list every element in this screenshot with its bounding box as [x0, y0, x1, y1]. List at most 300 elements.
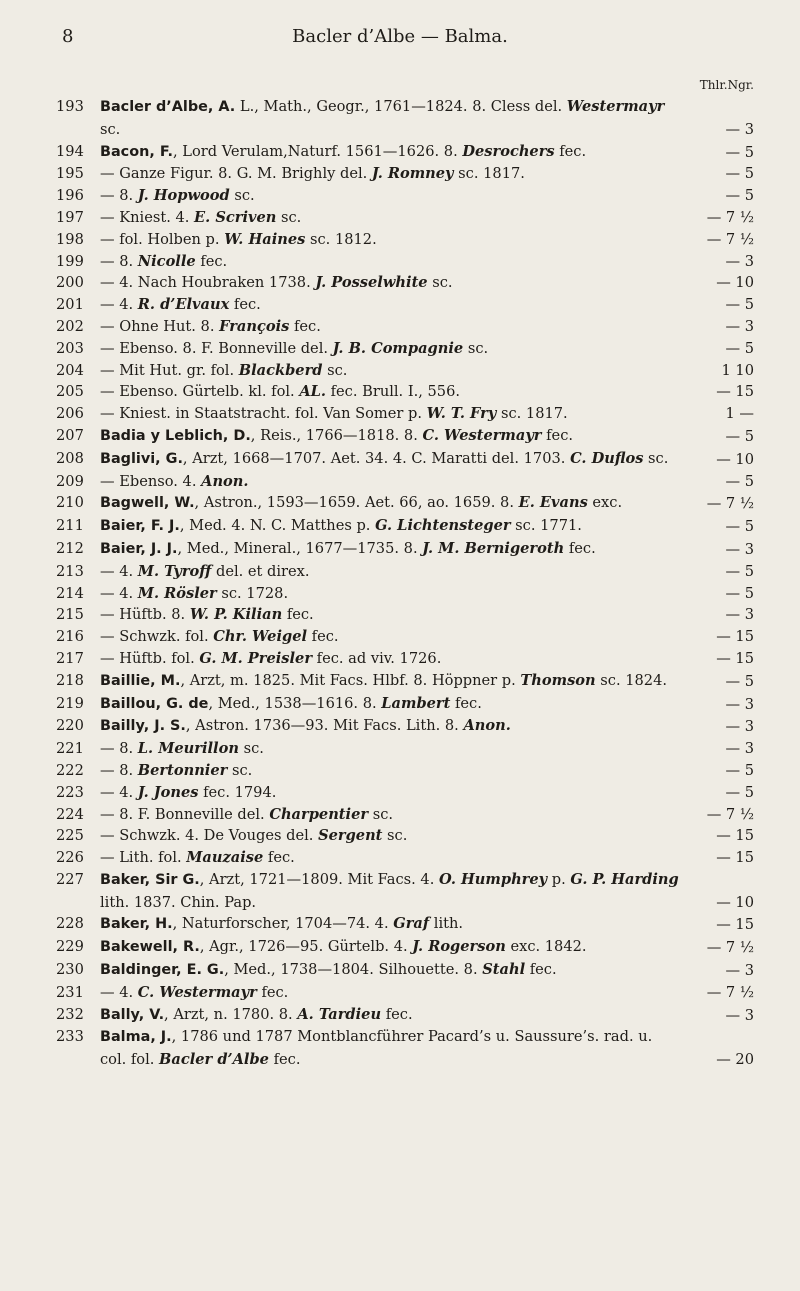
entry-description [100, 959, 680, 982]
entry-price: — 5 [725, 296, 754, 314]
artist-name: Bacler d’Albe [159, 1051, 269, 1069]
entry-text: fec. [268, 1051, 301, 1069]
artist-name: François [219, 317, 290, 335]
entry-text: , Arzt, m. 1825. Mit Facs. Hlbf. 8. Höppner p. [180, 671, 521, 689]
entry-text: fec. [256, 983, 289, 1001]
entry-description [100, 96, 680, 141]
entry-text: fec. [381, 1005, 413, 1023]
entry-text: L., Math., Geogr., 1761—1824. 8. Cless del. [235, 98, 567, 115]
entry-text: , Agr., 1726—95. Gürtelb. 4. [199, 938, 413, 956]
catalog-entry [56, 96, 754, 141]
entry-text: — 4. Nach Houbraken 1738. [100, 274, 316, 292]
catalog-entry [56, 804, 754, 826]
entry-text: fec. [525, 961, 557, 979]
entry-price: — 15 [716, 849, 754, 867]
entry-text: sc. 1817. [496, 405, 568, 423]
artist-name: O. Humphrey [439, 870, 548, 888]
subject-name: Baier, F. J. [100, 518, 180, 535]
artist-name: M. Rösler [137, 584, 217, 602]
entry-text: fec. [307, 628, 339, 646]
artist-name: W. P. Kilian [189, 606, 283, 624]
catalog-entry [56, 229, 754, 251]
entry-text: sc. [227, 761, 253, 779]
entry-text: fec. [541, 426, 574, 444]
artist-name: R. d’Elvaux [137, 296, 230, 314]
entry-list [56, 96, 754, 1071]
artist-name: W. T. Fry [426, 405, 497, 423]
catalog-entry [56, 847, 754, 869]
entry-description [100, 207, 680, 229]
entry-price: — 3 [725, 1006, 754, 1024]
catalog-entry [56, 670, 754, 693]
entry-number: 205 [56, 383, 84, 401]
entry-text: — Schwzk. 4. De Vouges del. [100, 827, 319, 845]
catalog-entry [56, 648, 754, 670]
entry-text: sc. [463, 339, 489, 357]
artist-name: J. Rogerson [412, 938, 506, 956]
entry-text: — 4. [100, 983, 138, 1001]
artist-name: J. M. Bernigeroth [422, 539, 565, 557]
entry-description [100, 604, 680, 626]
entry-text: — 4. [100, 562, 138, 580]
entry-text: — Ebenso. 8. F. Bonneville del. [100, 339, 333, 357]
entry-description [100, 738, 680, 760]
entry-text: — 8. [100, 740, 138, 758]
entry-description [100, 1004, 680, 1027]
entry-text: sc. [276, 208, 302, 226]
entry-price: — 7 ½ [706, 805, 754, 823]
catalog-entry [56, 738, 754, 760]
catalog-entry [56, 448, 754, 471]
entry-price: — 3 [725, 695, 754, 713]
entry-text: , Lord Verulam,Naturf. 1561—1626. 8. [173, 142, 463, 160]
entry-text: sc. 1824. [595, 671, 667, 689]
artist-name: Bertonnier [137, 761, 228, 779]
entry-text: — Ebenso. 4. [100, 472, 202, 490]
entry-number: 228 [56, 915, 84, 933]
artist-name: M. Tyroff [137, 562, 212, 580]
entry-price: — 10 [716, 274, 754, 292]
artist-name: L. Meurillon [137, 740, 239, 758]
catalog-entry [56, 626, 754, 648]
entry-description [100, 782, 680, 804]
artist-name: Mauzaise [186, 849, 264, 867]
entry-text: , Naturforscher, 1704—74. 4. [172, 915, 394, 933]
entry-number: 222 [56, 761, 84, 779]
catalog-entry [56, 782, 754, 804]
entry-number: 221 [56, 740, 84, 758]
entry-description [100, 760, 680, 782]
artist-name: J. Jones [137, 783, 199, 801]
entry-price: — 10 [716, 450, 754, 468]
subject-name: Baldinger, E. G. [100, 962, 225, 979]
entry-text: — Kniest. 4. [100, 208, 195, 226]
entry-price: — 5 [725, 472, 754, 490]
entry-text: — 8. F. Bonneville del. [100, 805, 270, 823]
entry-number: 208 [56, 449, 84, 467]
entry-description [100, 583, 680, 605]
subject-name: Bacon, F. [100, 143, 173, 160]
entry-number: 231 [56, 983, 84, 1001]
entry-number: 226 [56, 849, 84, 867]
catalog-entry [56, 693, 754, 716]
entry-description [100, 648, 680, 670]
entry-text: — Lith. fol. [100, 849, 187, 867]
entry-number: 215 [56, 606, 84, 624]
entry-price: — 7 ½ [706, 208, 754, 226]
entry-text: exc. 1842. [505, 938, 587, 956]
catalog-entry [56, 1026, 754, 1071]
artist-name: Thomson [520, 671, 596, 689]
entry-description [100, 804, 680, 826]
entry-number: 198 [56, 230, 84, 248]
entry-number: 214 [56, 584, 84, 602]
artist-name: W. Haines [224, 230, 306, 248]
catalog-entry [56, 425, 754, 448]
entry-price: — 10 [716, 893, 754, 911]
entry-text: sc. [382, 827, 408, 845]
entry-text: — 8. [100, 187, 138, 205]
catalog-entry [56, 1004, 754, 1027]
entry-description [100, 869, 680, 914]
entry-price: — 3 [725, 718, 754, 736]
entry-price: — 5 [725, 672, 754, 690]
artist-name: G. P. Harding [570, 870, 679, 888]
entry-number: 217 [56, 649, 84, 667]
entry-text: sc. 1771. [510, 517, 582, 535]
catalog-entry [56, 360, 754, 382]
entry-number: 227 [56, 870, 84, 888]
entry-number: 209 [56, 472, 84, 490]
entry-text: , Astron. 1736—93. Mit Facs. Lith. 8. [185, 717, 464, 735]
entry-text: — Kniest. in Staatstracht. fol. Van Somer p. [100, 405, 427, 423]
entry-price: — 3 [725, 606, 754, 624]
catalog-entry [56, 936, 754, 959]
entry-price: 1 — [725, 405, 754, 423]
artist-name: E. Scriven [194, 208, 277, 226]
entry-number: 211 [56, 517, 84, 535]
entry-number: 212 [56, 539, 84, 557]
artist-name: G. M. Preisler [199, 649, 313, 667]
catalog-entry [56, 825, 754, 847]
entry-text: — Hüftb. 8. [100, 606, 190, 624]
subject-name: Baker, H. [100, 916, 173, 933]
entry-text: sc. [100, 120, 121, 138]
artist-name: Nicolle [137, 252, 196, 270]
entry-text: sc. [229, 187, 255, 205]
entry-price: — 5 [725, 187, 754, 205]
catalog-entry [56, 403, 754, 425]
entry-number: 224 [56, 805, 84, 823]
entry-text: — Ohne Hut. 8. [100, 317, 220, 335]
catalog-entry [56, 163, 754, 185]
page-number: 8 [62, 26, 74, 47]
entry-description [100, 338, 680, 360]
subject-name: Badia y Leblich, D. [100, 427, 251, 444]
entry-text: lith. [429, 915, 464, 933]
subject-name: Bailly, J. S. [100, 718, 186, 735]
entry-number: 197 [56, 208, 84, 226]
entry-text: , 1786 und 1787 Montblancführer Pacard’s u. Saussure’s. rad. u. col. fol. [100, 1028, 653, 1069]
entry-price: — 15 [716, 649, 754, 667]
entry-text: lith. 1837. Chin. Pap. [100, 893, 257, 911]
catalog-entry [56, 207, 754, 229]
entry-price: — 15 [716, 628, 754, 646]
entry-price: — 3 [725, 252, 754, 270]
catalog-entry [56, 715, 754, 738]
entry-description [100, 185, 680, 207]
subject-name: Bakewell, R. [100, 939, 200, 956]
subject-name: Baier, J. J. [100, 540, 178, 557]
catalog-entry [56, 913, 754, 936]
subject-name: Baglivi, G. [100, 450, 183, 467]
entry-text: sc. [427, 274, 453, 292]
entry-text: , Med., 1538—1616. 8. [208, 694, 382, 712]
entry-number: 225 [56, 827, 84, 845]
entry-text: del. et direx. [211, 562, 310, 580]
artist-name: Anon. [201, 472, 249, 490]
entry-description [100, 913, 680, 936]
catalog-entry [56, 381, 754, 403]
entry-number: 210 [56, 494, 84, 512]
entry-text: , Reis., 1766—1818. 8. [250, 426, 423, 444]
subject-name: Bacler d’Albe, A. [100, 99, 236, 115]
artist-name: J. Posselwhite [315, 274, 428, 292]
entry-price: — 7 ½ [706, 983, 754, 1001]
entry-price: — 3 [725, 540, 754, 558]
entry-number: 230 [56, 961, 84, 979]
entry-price: — 5 [725, 165, 754, 183]
subject-name: Bally, V. [100, 1006, 165, 1023]
entry-text: — Ganze Figur. 8. G. M. Brighly del. [100, 165, 372, 183]
entry-text: fec. [564, 539, 596, 557]
catalog-entry [56, 869, 754, 914]
catalog-entry [56, 294, 754, 316]
artist-name: Charpentier [269, 805, 369, 823]
entry-description [100, 471, 680, 493]
entry-description [100, 825, 680, 847]
artist-name: J. Hopwood [137, 187, 230, 205]
artist-name: J. Romney [371, 165, 454, 183]
entry-text: , Astron., 1593—1659. Aet. 66, ao. 1659. 8. [194, 494, 519, 512]
entry-text: , Arzt, 1668—1707. Aet. 34. 4. C. Maratti del. 1703. [182, 449, 571, 467]
entry-price: — 3 [725, 740, 754, 758]
entry-price: — 5 [725, 143, 754, 161]
entry-description [100, 403, 680, 425]
entry-text: fec. [450, 694, 482, 712]
catalog-entry [56, 538, 754, 561]
entry-text: fec. [195, 252, 228, 270]
entry-text: fec. [229, 296, 261, 314]
entry-description [100, 492, 680, 515]
entry-number: 200 [56, 274, 84, 292]
catalog-entry [56, 959, 754, 982]
entry-text: fec. Brull. I., 556. [325, 383, 461, 401]
entry-text: fec. [263, 849, 295, 867]
entry-number: 213 [56, 562, 84, 580]
entry-text: — 4. [100, 296, 138, 314]
entry-price: — 5 [725, 518, 754, 536]
entry-text: — Hüftb. fol. [100, 649, 200, 667]
entry-text: — 8. [100, 252, 138, 270]
entry-text: sc. 1812. [305, 230, 377, 248]
entry-price: — 5 [725, 339, 754, 357]
entry-price: — 5 [725, 427, 754, 445]
entry-description [100, 425, 680, 448]
entry-text: sc. [238, 740, 264, 758]
entry-description [100, 936, 680, 959]
entry-price: — 5 [725, 562, 754, 580]
subject-name: Baker, Sir G. [100, 871, 200, 888]
entry-number: 220 [56, 717, 84, 735]
catalog-entry [56, 760, 754, 782]
entry-description [100, 316, 680, 338]
entry-text: , Med., 1738—1804. Silhouette. 8. [224, 961, 483, 979]
entry-price: — 15 [716, 827, 754, 845]
entry-number: 194 [56, 142, 84, 160]
entry-description [100, 141, 680, 164]
entry-text: — 8. [100, 761, 138, 779]
entry-text: sc. 1817. [453, 165, 525, 183]
artist-name: Stahl [482, 961, 526, 979]
subject-name: Baillie, M. [100, 672, 181, 689]
artist-name: E. Evans [518, 494, 588, 512]
artist-name: C. Duflos [570, 449, 644, 467]
artist-name: Blackberd [238, 361, 323, 379]
artist-name: A. Tardieu [297, 1005, 382, 1023]
entry-description [100, 360, 680, 382]
catalog-entry [56, 251, 754, 273]
entry-text: , Med., Mineral., 1677—1735. 8. [177, 539, 423, 557]
entry-price: — 7 ½ [706, 230, 754, 248]
entry-number: 206 [56, 405, 84, 423]
entry-text: exc. [587, 494, 623, 512]
entry-description [100, 982, 680, 1004]
catalog-entry [56, 492, 754, 515]
entry-number: 193 [56, 98, 84, 115]
entry-text: , Arzt, n. 1780. 8. [164, 1005, 298, 1023]
entry-price: — 5 [725, 783, 754, 801]
entry-text: sc. [643, 449, 669, 467]
entry-description [100, 847, 680, 869]
catalog-entry [56, 515, 754, 538]
entry-description [100, 381, 680, 403]
artist-name: J. B. Compagnie [332, 339, 464, 357]
artist-name: Westermayr [566, 98, 665, 115]
entry-number: 201 [56, 296, 84, 314]
artist-name: G. Lichtensteger [375, 517, 511, 535]
entry-text: — Schwzk. fol. [100, 628, 214, 646]
entry-price: — 7 ½ [706, 495, 754, 513]
subject-name: Bagwell, W. [100, 495, 195, 512]
catalog-entry [56, 583, 754, 605]
catalog-entry [56, 471, 754, 493]
entry-number: 196 [56, 187, 84, 205]
entry-description [100, 251, 680, 273]
entry-description [100, 538, 680, 561]
running-title: Bacler d’Albe — Balma. [292, 26, 508, 47]
entry-text: , Arzt, 1721—1809. Mit Facs. 4. [199, 870, 439, 888]
artist-name: Lambert [381, 694, 451, 712]
entry-description [100, 272, 680, 294]
catalog-entry [56, 604, 754, 626]
entry-text: sc. [368, 805, 394, 823]
entry-price: — 3 [725, 317, 754, 335]
entry-number: 199 [56, 252, 84, 270]
entry-text: — 4. [100, 783, 138, 801]
entry-price: — 20 [716, 1051, 754, 1069]
entry-description [100, 515, 680, 538]
entry-number: 195 [56, 165, 84, 183]
subject-name: Balma, J. [100, 1029, 172, 1046]
entry-number: 216 [56, 628, 84, 646]
artist-name: Graf [393, 915, 430, 933]
entry-description [100, 1026, 680, 1071]
entry-description [100, 626, 680, 648]
entry-number: 223 [56, 783, 84, 801]
entry-price: — 3 [725, 120, 754, 138]
entry-price: — 5 [725, 761, 754, 779]
entry-text: — 4. [100, 584, 138, 602]
catalog-entry [56, 338, 754, 360]
entry-price: 1 10 [721, 361, 754, 379]
entry-number: 207 [56, 426, 84, 444]
catalog-entry [56, 185, 754, 207]
artist-name: Anon. [463, 717, 511, 735]
entry-text: p. [547, 870, 571, 888]
entry-text: fec. [282, 606, 314, 624]
entry-text: — Mit Hut. gr. fol. [100, 361, 239, 379]
entry-description [100, 670, 680, 693]
entry-number: 232 [56, 1005, 84, 1023]
catalog-entry [56, 272, 754, 294]
entry-text: — Ebenso. Gürtelb. kl. fol. [100, 383, 300, 401]
entry-price: — 15 [716, 916, 754, 934]
artist-name: C. Westermayr [137, 983, 257, 1001]
entry-number: 229 [56, 938, 84, 956]
artist-name: Desrochers [462, 142, 555, 160]
catalog-entry [56, 982, 754, 1004]
entry-text: sc. [322, 361, 348, 379]
running-header [48, 26, 752, 52]
artist-name: Chr. Weigel [213, 628, 308, 646]
entry-number: 233 [56, 1028, 84, 1046]
entry-number: 202 [56, 317, 84, 335]
entry-description [100, 294, 680, 316]
entry-number: 203 [56, 339, 84, 357]
entry-description [100, 229, 680, 251]
entry-description [100, 715, 680, 738]
entry-number: 219 [56, 694, 84, 712]
catalog-entry [56, 316, 754, 338]
catalog-entry [56, 561, 754, 583]
entry-description [100, 163, 680, 185]
entry-price: — 7 ½ [706, 939, 754, 957]
entry-price: — 3 [725, 962, 754, 980]
entry-price: — 5 [725, 584, 754, 602]
catalog-entry [56, 141, 754, 164]
price-unit-label: Thlr.Ngr. [699, 78, 754, 92]
entry-text: fec. 1794. [198, 783, 277, 801]
entry-text: fec. [554, 142, 587, 160]
artist-name: Sergent [318, 827, 383, 845]
entry-description [100, 561, 680, 583]
entry-text: fec. ad viv. 1726. [312, 649, 442, 667]
artist-name: C. Westermayr [422, 426, 542, 444]
entry-text: — fol. Holben p. [100, 230, 225, 248]
entry-text: fec. [289, 317, 321, 335]
entry-text: sc. 1728. [216, 584, 289, 602]
